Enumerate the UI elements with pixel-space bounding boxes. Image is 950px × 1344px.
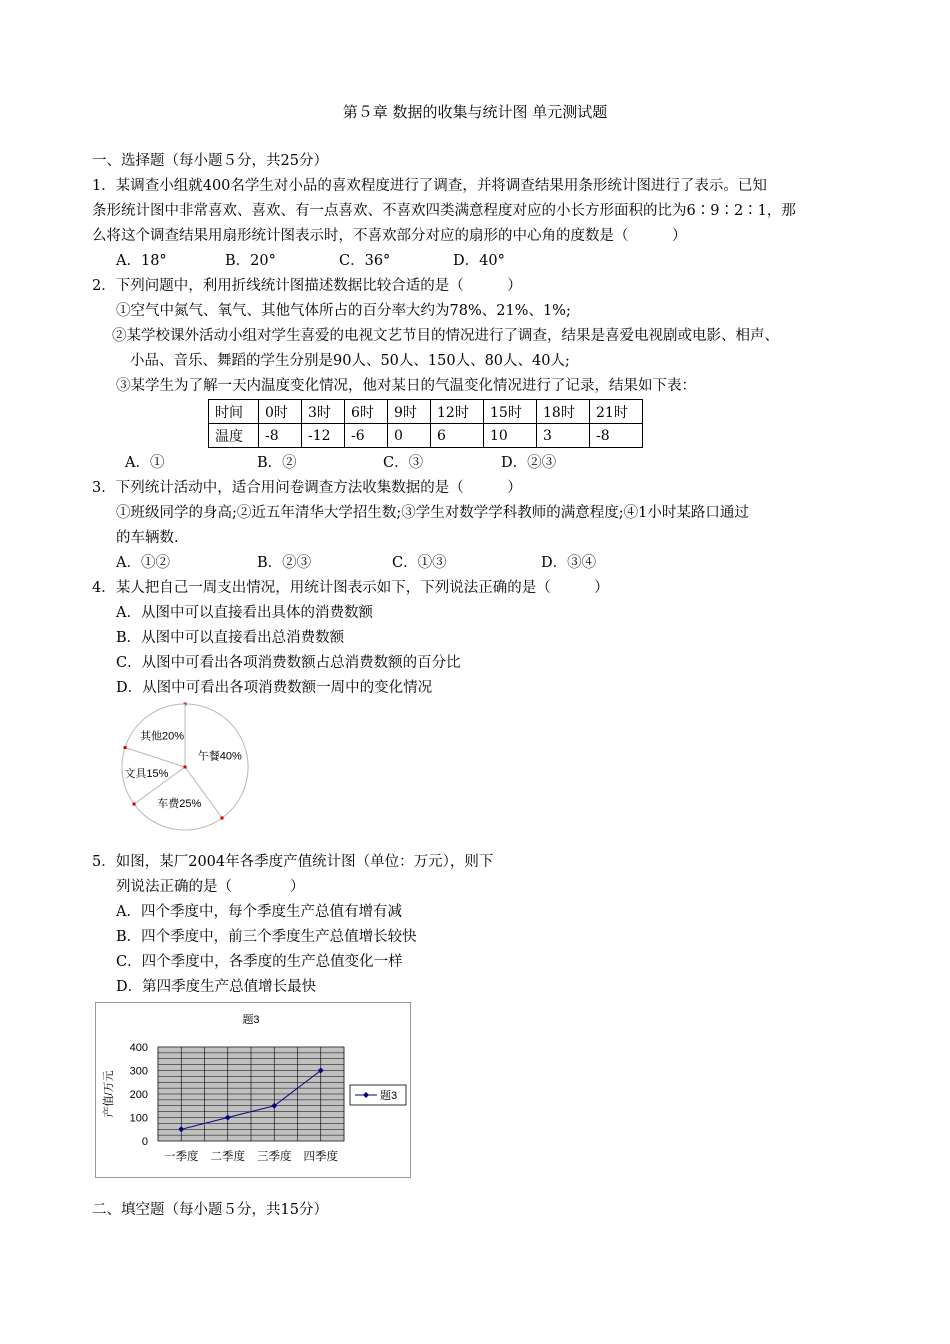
- q5-line-1: 5．如图，某厂2004年各季度产值统计图（单位：万元），则下: [92, 854, 494, 870]
- x-tick-label: 三季度: [257, 1151, 292, 1163]
- table-cell: -8: [259, 424, 302, 448]
- q2-item-2: ②某学校课外活动小组对学生喜爱的电视文艺节目的情况进行了调查，结果是喜爱电视剧或电影、相声、: [112, 328, 779, 344]
- q1-line-2: 条形统计图中非常喜欢、喜欢、有一点喜欢、不喜欢四类满意程度对应的小长方形面积的比为6∶9∶2∶1，那: [92, 203, 796, 219]
- q5-option-d: D．第四季度生产总值增长最快: [116, 979, 317, 995]
- q5-option-c: C．四个季度中，各季度的生产总值变化一样: [116, 954, 403, 970]
- table-cell: 15时: [484, 400, 537, 424]
- table-cell: 21时: [590, 400, 643, 424]
- pie-slice-label: 车费25%: [157, 798, 202, 811]
- table-cell: 0: [388, 424, 431, 448]
- q4-option-d: D．从图中可看出各项消费数额一周中的变化情况: [116, 680, 433, 696]
- table-cell: 0时: [259, 400, 302, 424]
- q2-option-a: A．①: [125, 455, 165, 471]
- q2-option-b: B．②: [257, 455, 297, 471]
- y-axis-label: 产值/万元: [103, 1070, 115, 1118]
- q4-option-a: A．从图中可以直接看出具体的消费数额: [116, 605, 373, 621]
- legend-label: 题3: [380, 1090, 398, 1102]
- q2-option-c: C．③: [383, 455, 424, 471]
- q2-item-2-cont: 小品、音乐、舞蹈的学生分别是90人、50人、150人、80人、40人;: [130, 353, 570, 369]
- x-tick-label: 一季度: [164, 1151, 199, 1163]
- chart-title: 题3: [242, 1014, 260, 1026]
- pie-center-marker: [184, 766, 187, 769]
- q3-line-1: ①班级同学的身高;②近五年清华大学招生数;③学生对数学学科教师的满意程度;④1小时某路口通过: [116, 505, 749, 521]
- page-title: 第５章 数据的收集与统计图 单元测试题: [342, 103, 608, 121]
- table-cell: 10: [484, 424, 537, 448]
- q4-stem: 4．某人把自己一周支出情况，用统计图表示如下，下列说法正确的是（ ）: [92, 580, 609, 596]
- q3-option-b: B．②③: [257, 555, 312, 571]
- table-cell: 3时: [302, 400, 345, 424]
- temperature-table: [208, 399, 643, 448]
- section-heading-choice: 一、选择题（每小题５分，共25分）: [92, 153, 328, 169]
- y-tick-label: 100: [129, 1112, 148, 1125]
- pie-slice-marker: [124, 746, 127, 749]
- pie-svg: [110, 700, 260, 835]
- q5-option-b: B．四个季度中，前三个季度生产总值增长较快: [116, 929, 417, 945]
- table-cell: 9时: [388, 400, 431, 424]
- table-cell: 18时: [537, 400, 590, 424]
- pie-slice-label: 其他20%: [139, 730, 185, 743]
- q1-option-a: A．18°: [116, 253, 167, 269]
- q2-item-1: ①空气中氮气、氧气、其他气体所占的百分率大约为78%、21%、1%;: [116, 303, 571, 319]
- q1-option-d: D．40°: [453, 253, 505, 269]
- x-tick-label: 二季度: [210, 1151, 245, 1163]
- q5-line-2: 列说法正确的是（ ）: [116, 879, 305, 895]
- table-cell: 3: [537, 424, 590, 448]
- y-tick-label: 0: [141, 1136, 148, 1148]
- table-cell: 6: [431, 424, 484, 448]
- q1-line-3: 么将这个调查结果用扇形统计图表示时，不喜欢部分对应的扇形的中心角的度数是（ ）: [92, 228, 687, 244]
- q1-line-1: 1．某调查小组就400名学生对小品的喜欢程度进行了调查，并将调查结果用条形统计图进行了表示。已知: [92, 178, 767, 194]
- table-cell: 12时: [431, 400, 484, 424]
- section-heading-fill: 二、填空题（每小题５分，共15分）: [92, 1202, 328, 1218]
- table-cell: -8: [590, 424, 643, 448]
- line-chart-svg: [96, 1003, 410, 1177]
- table-cell: -12: [302, 424, 345, 448]
- q4-option-b: B．从图中可以直接看出总消费数额: [116, 630, 345, 646]
- pie-slice-label: 午餐40%: [197, 750, 242, 763]
- y-tick-label: 400: [129, 1042, 148, 1054]
- pie-slice-label: 文具15%: [124, 768, 169, 781]
- q2-stem: 2．下列问题中，利用折线统计图描述数据比较合适的是（ ）: [92, 278, 522, 294]
- q1-option-b: B．20°: [225, 253, 276, 269]
- q5-option-a: A．四个季度中，每个季度生产总值有增有减: [116, 904, 402, 920]
- q1-option-c: C．36°: [339, 253, 391, 269]
- table-row: [209, 400, 643, 424]
- q2-item-3: ③某学生为了解一天内温度变化情况，他对某日的气温变化情况进行了记录，结果如下表：: [116, 378, 696, 394]
- pie-slice-marker: [221, 816, 224, 819]
- quarterly-output-line-chart: [95, 1002, 411, 1178]
- q3-option-c: C．①③: [392, 555, 447, 571]
- table-cell: 时间: [209, 400, 259, 424]
- q2-option-d: D．②③: [501, 455, 557, 471]
- q3-stem: 3．下列统计活动中，适合用问卷调查方法收集数据的是（ ）: [92, 480, 522, 496]
- q4-option-c: C．从图中可看出各项消费数额占总消费数额的百分比: [116, 655, 461, 671]
- table-cell: 温度: [209, 424, 259, 448]
- table-row: [209, 424, 643, 448]
- y-tick-label: 300: [129, 1065, 148, 1078]
- expense-pie-chart: [110, 700, 260, 835]
- q3-option-a: A．①②: [116, 555, 170, 571]
- q3-line-2: 的车辆数.: [116, 530, 179, 546]
- x-tick-label: 四季度: [303, 1151, 338, 1163]
- table-cell: 6时: [345, 400, 388, 424]
- pie-slice-marker: [133, 803, 136, 806]
- y-tick-label: 200: [129, 1089, 148, 1101]
- table-cell: -6: [345, 424, 388, 448]
- q3-option-d: D．③④: [541, 555, 597, 571]
